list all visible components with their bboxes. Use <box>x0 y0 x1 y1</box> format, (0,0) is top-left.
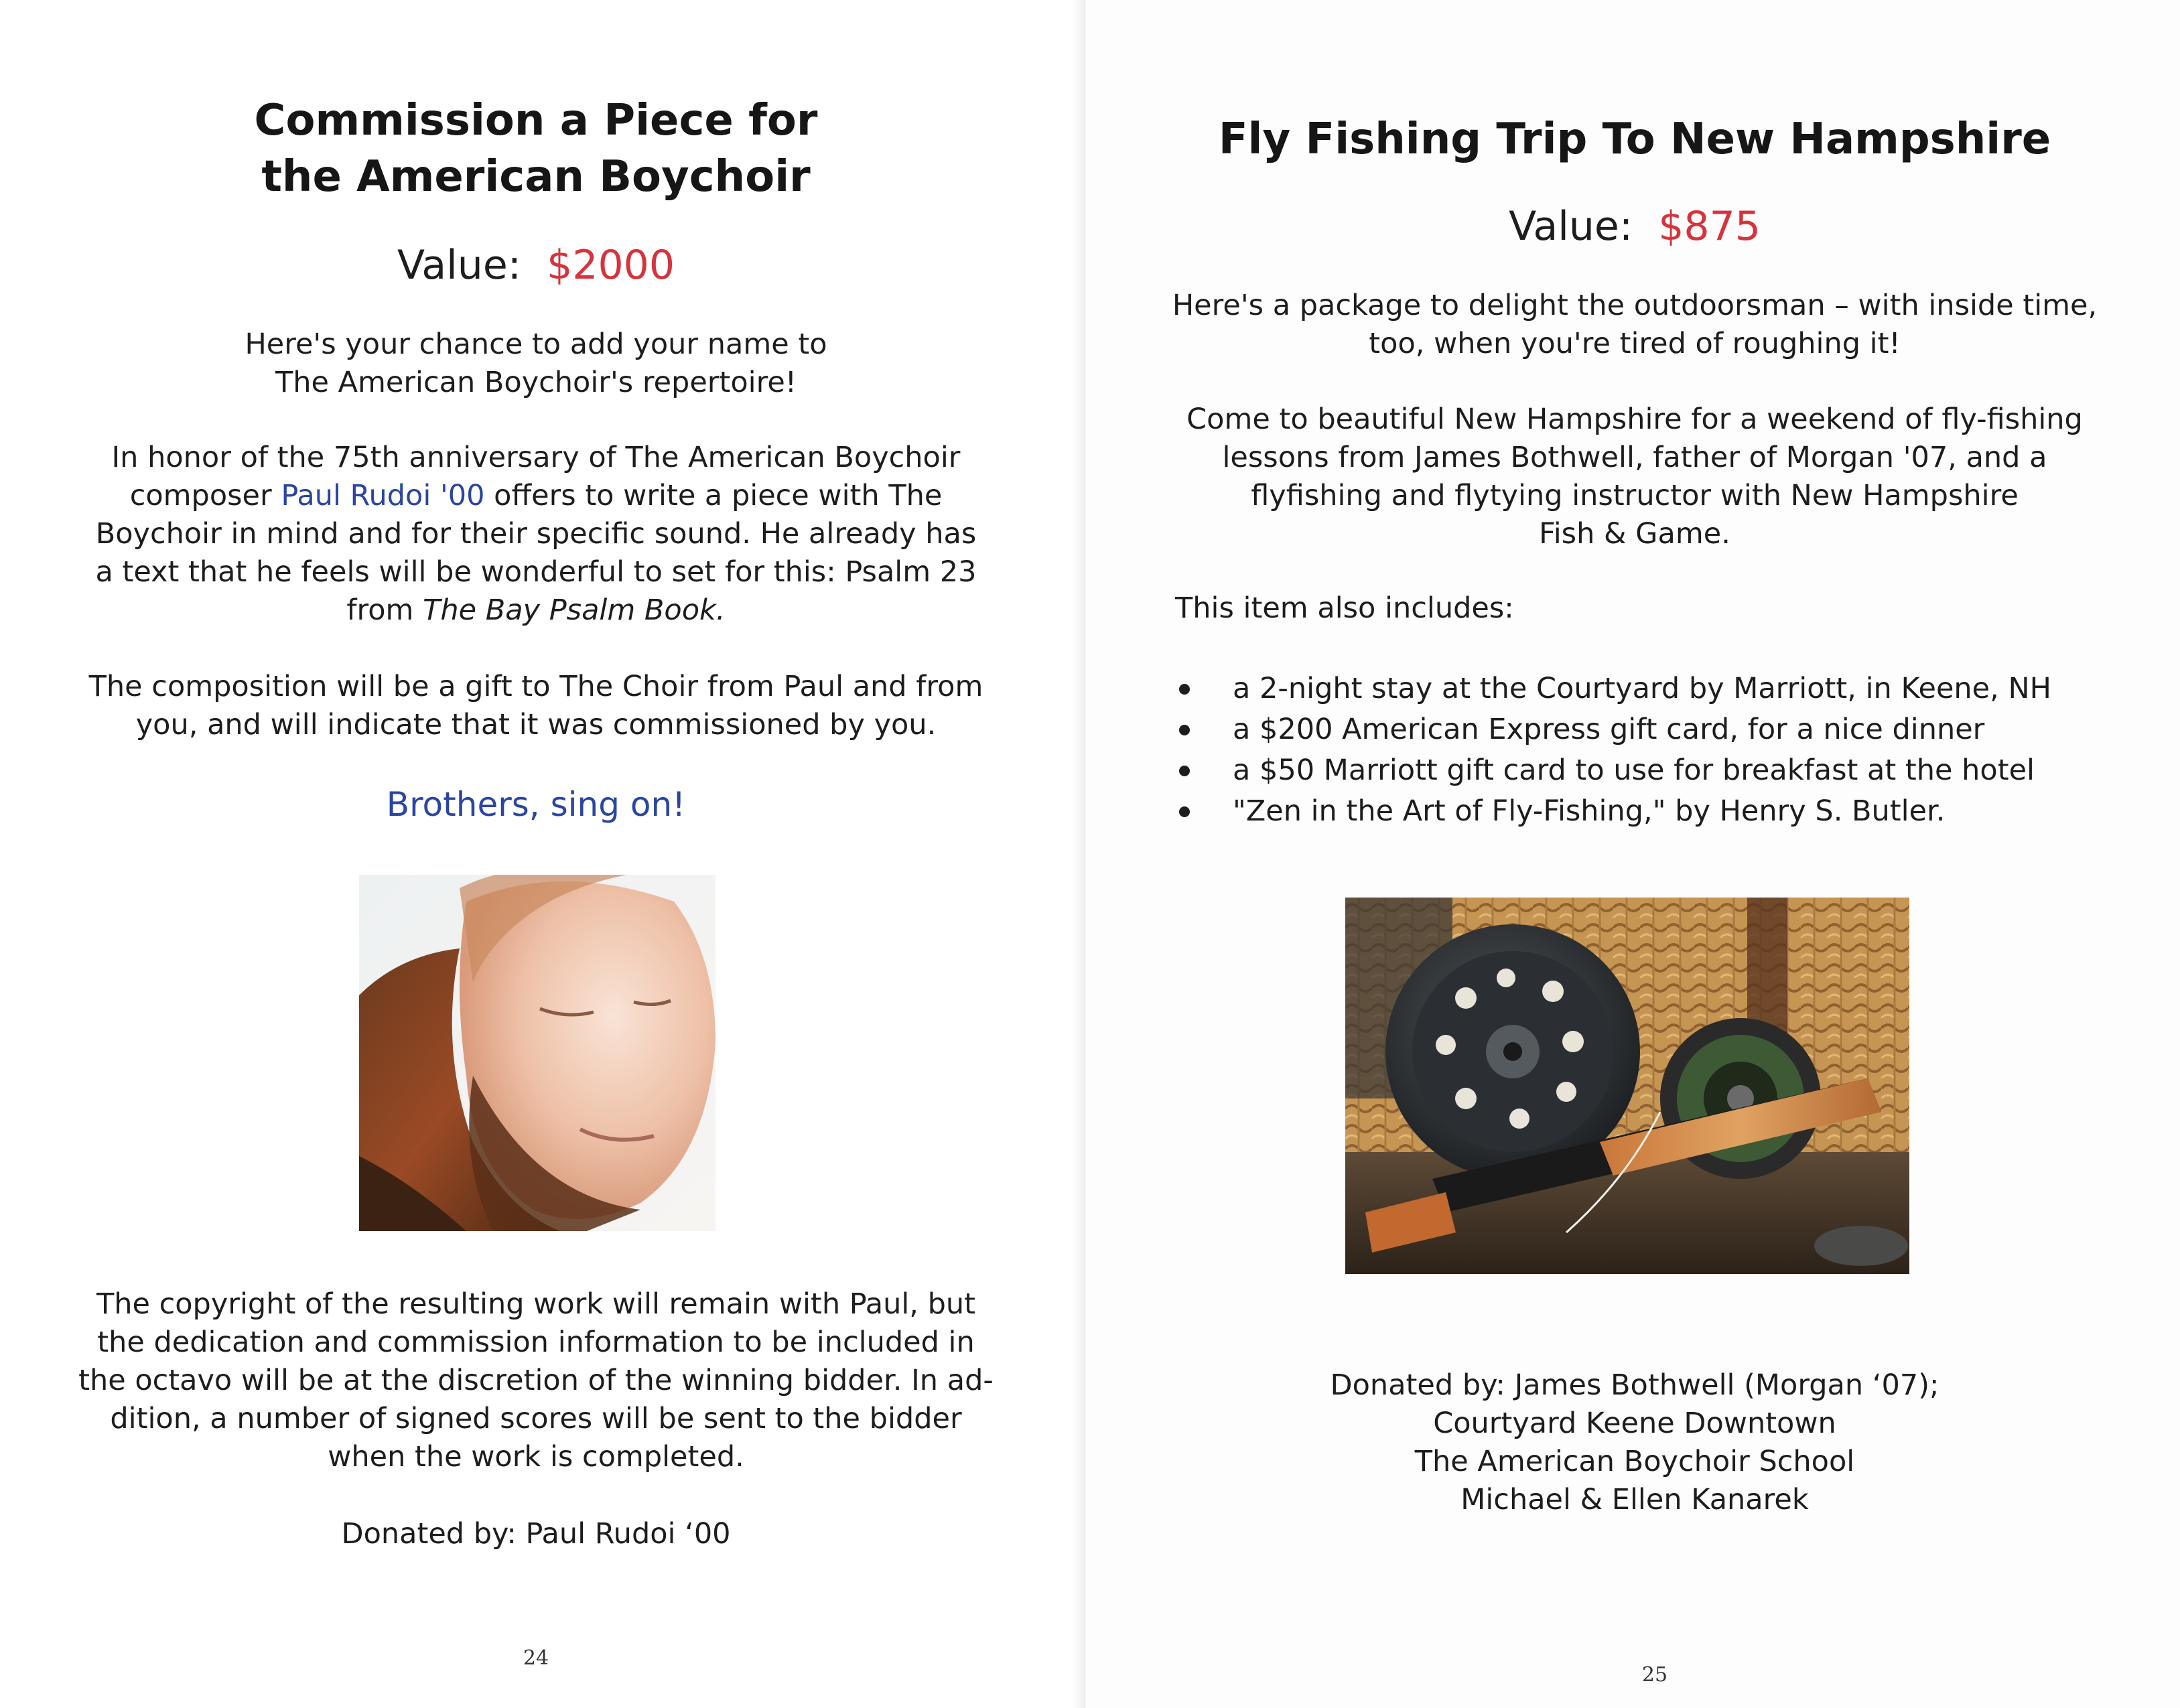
left-copy-line-4: dition, a number of signed scores will be sent to the bidder <box>110 1402 962 1435</box>
left-desc-line-1: In honor of the 75th anniversary of The American Boychoir <box>111 441 961 474</box>
bullet-icon <box>1179 684 1190 695</box>
fly-fishing-reel-and-rod-photo <box>1345 898 1909 1274</box>
left-desc-line-2b: offers to write a piece with The <box>484 479 943 512</box>
bullet-icon <box>1179 806 1190 817</box>
bullet-icon <box>1179 766 1190 776</box>
right-desc-line-3: flyfishing and flytying instructor with New Hampshire <box>1251 479 2019 512</box>
right-value-label: Value: <box>1509 203 1633 250</box>
donor-line-4: Michael & Ellen Kanarek <box>1460 1483 1809 1516</box>
list-item <box>1175 668 2167 709</box>
page-number-right: 25 <box>1641 1663 1668 1687</box>
left-comp-line-2: you, and will indicate that it was commissioned by you. <box>135 708 937 741</box>
list-item-text: a $50 Marriott gift card to use for breakfast at the hotel <box>1233 754 2035 787</box>
left-desc-line-4: a text that he feels will be wonderful to set for this: Psalm 23 <box>95 555 977 589</box>
right-page <box>1085 0 2180 1708</box>
left-intro <box>67 326 1005 402</box>
left-copy-line-3: the octavo will be at the discretion of the winning bidder. In ad- <box>78 1364 994 1397</box>
left-value <box>67 240 1005 291</box>
donor-line-1: Donated by: James Bothwell (Morgan ‘07); <box>1330 1368 1939 1402</box>
left-desc-line-5a: from <box>346 593 423 627</box>
left-title-line-1: Commission a Piece for <box>254 96 818 145</box>
left-page-title <box>67 92 1005 205</box>
right-intro <box>1112 287 2157 363</box>
list-item <box>1175 709 2167 750</box>
left-desc-line-2a: composer <box>129 479 281 512</box>
right-value <box>1085 201 2180 252</box>
left-comp-line-1: The composition will be a gift to The Choir from Paul and from <box>88 670 983 703</box>
left-copy-line-2: the dedication and commission information to be included in <box>97 1326 975 1359</box>
list-item <box>1175 750 2167 791</box>
right-donors <box>1112 1366 2157 1519</box>
left-value-label: Value: <box>397 242 521 289</box>
right-page-title: Fly Fishing Trip To New Hampshire <box>1218 115 2051 164</box>
left-description <box>40 439 1032 630</box>
left-copyright-note <box>27 1285 1045 1476</box>
right-intro-line-2: too, when you're tired of roughing it! <box>1369 327 1901 360</box>
book-title: The Bay Psalm Book. <box>423 593 726 627</box>
right-value-amount: $875 <box>1658 203 1761 250</box>
bullet-icon <box>1179 725 1190 735</box>
left-page <box>0 0 1085 1708</box>
left-donated-by: Donated by: Paul Rudoi ‘00 <box>341 1517 731 1551</box>
left-title-line-2: the American Boychoir <box>261 152 811 202</box>
list-item-text: a 2-night stay at the Courtyard by Marriott, in Keene, NH <box>1233 672 2051 705</box>
left-desc-line-3: Boychoir in mind and for their specific sound. He already has <box>95 517 977 551</box>
young-man-portrait-photo <box>359 875 716 1231</box>
right-description <box>1112 401 2157 553</box>
includes-list <box>1175 668 2167 832</box>
slogan: Brothers, sing on! <box>386 785 686 824</box>
left-intro-line-1: Here's your chance to add your name to <box>245 328 827 361</box>
page-number-left: 24 <box>523 1646 549 1670</box>
right-desc-line-2: lessons from James Bothwell, father of Morgan '07, and a <box>1222 441 2047 474</box>
left-intro-line-2: The American Boychoir's repertoire! <box>275 366 797 399</box>
donor-line-3: The American Boychoir School <box>1414 1445 1855 1478</box>
list-item-text: a $200 American Express gift card, for a nice dinner <box>1233 713 1985 746</box>
right-desc-line-1: Come to beautiful New Hampshire for a weekend of fly-fishing <box>1186 403 2083 436</box>
left-composition-note <box>40 668 1032 744</box>
right-intro-line-1: Here's a package to delight the outdoorsman – with inside time, <box>1172 289 2098 322</box>
list-item <box>1175 791 2167 832</box>
right-desc-line-4: Fish & Game. <box>1539 517 1730 551</box>
left-value-amount: $2000 <box>547 242 675 289</box>
left-copy-line-5: when the work is completed. <box>328 1440 744 1474</box>
includes-label: This item also includes: <box>1175 591 1514 625</box>
donor-line-2: Courtyard Keene Downtown <box>1433 1407 1836 1440</box>
composer-name: Paul Rudoi '00 <box>281 479 485 512</box>
left-copy-line-1: The copyright of the resulting work will remain with Paul, but <box>96 1287 976 1321</box>
list-item-text: "Zen in the Art of Fly-Fishing," by Henry S. Butler. <box>1233 794 1946 828</box>
